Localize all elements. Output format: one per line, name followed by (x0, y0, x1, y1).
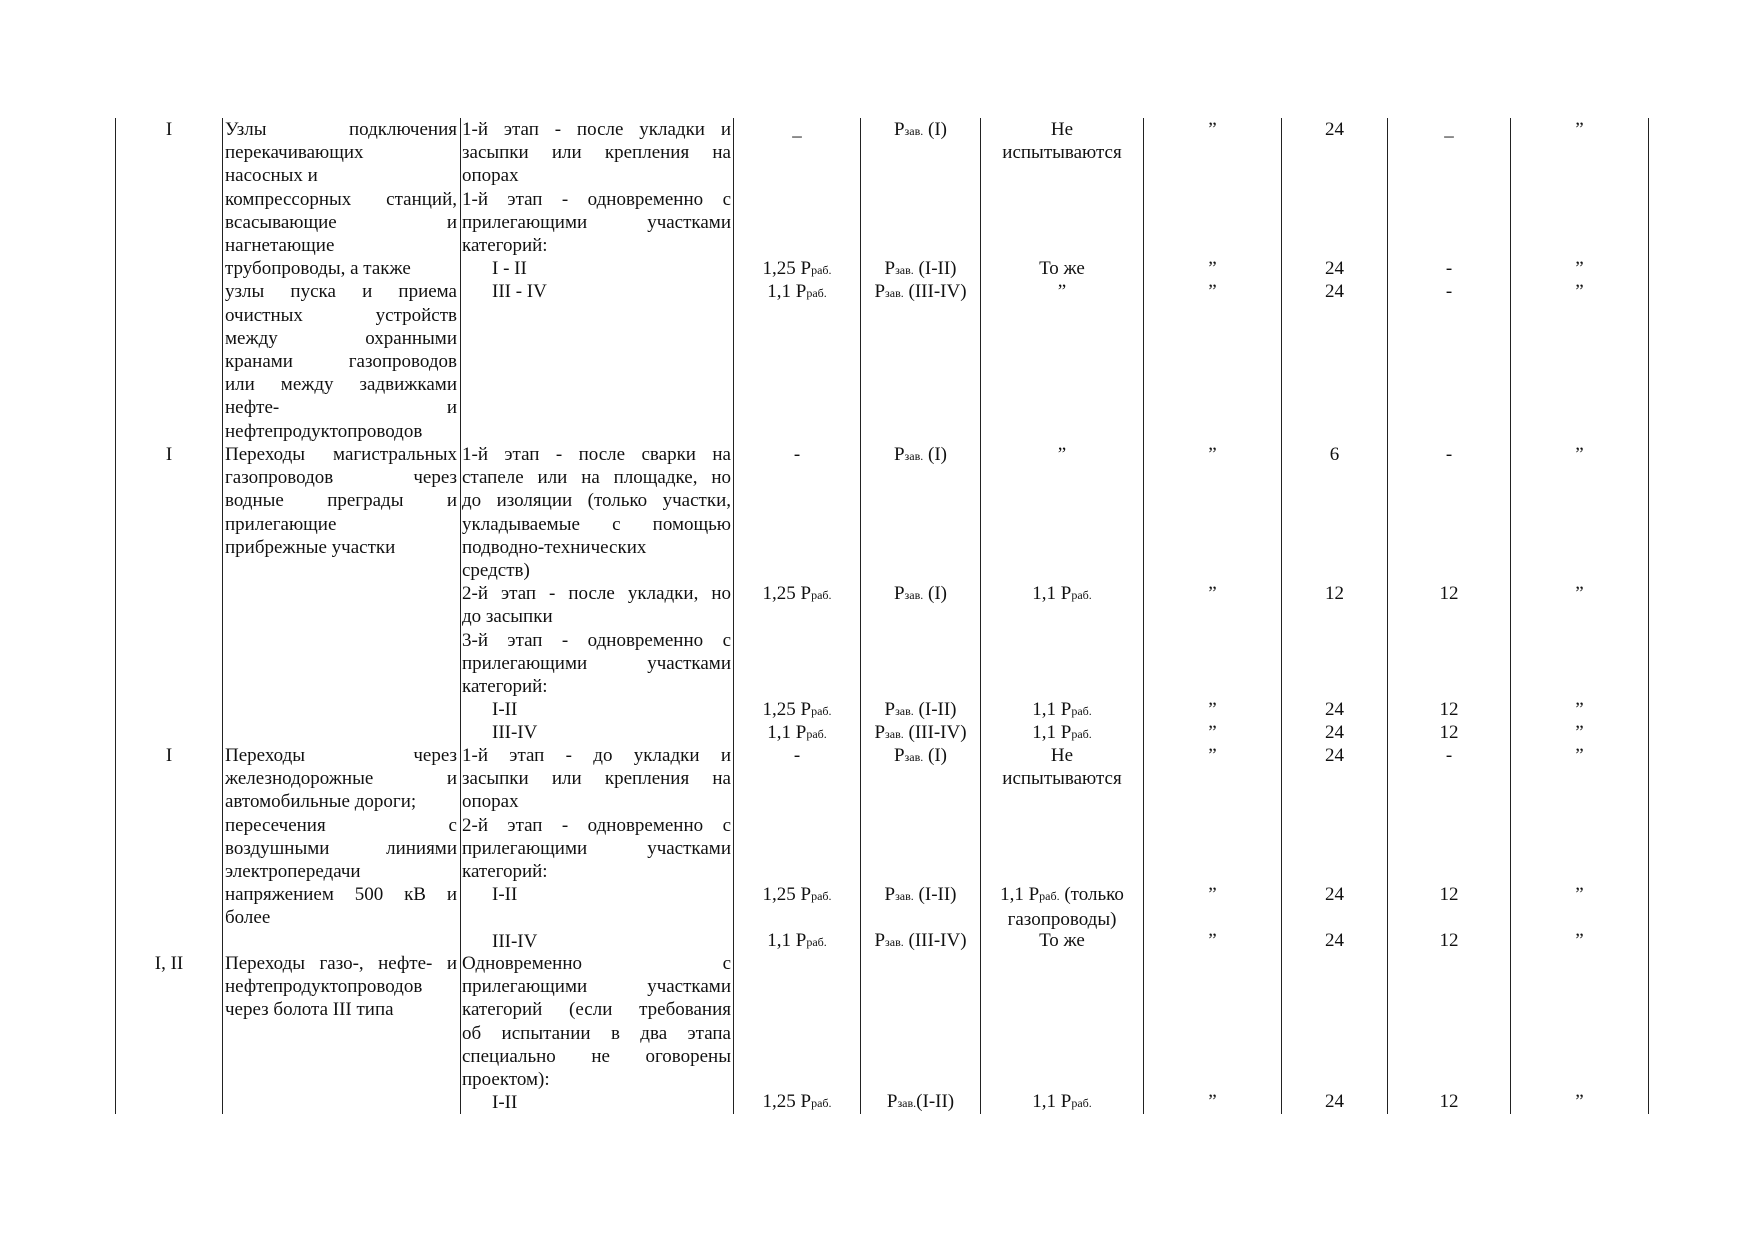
value-cell: ” (1208, 930, 1217, 951)
duration-cell: 24 (1325, 722, 1344, 743)
duration-cell: - (1445, 745, 1453, 766)
value-cell: ” (1208, 444, 1217, 465)
table-rule (115, 118, 116, 1114)
table-rule (980, 118, 981, 1114)
category-cell: I (165, 119, 173, 140)
category-cell: I (165, 745, 173, 766)
duration-cell: 24 (1325, 745, 1344, 766)
pressure-stage3-cell: 1,1 Pраб. (только газопроводы) (1000, 884, 1124, 931)
pressure-stage1-cell: 1,25 Pраб. (762, 583, 832, 604)
stage-cell: Одновременно с прилегающими участками категорий (если требования об испытании в два этапа специально не оговорены проектом): I-II (462, 953, 731, 1114)
value-cell: ” (1208, 745, 1217, 766)
value-cell: ” (1575, 119, 1584, 140)
value-cell: ” (1208, 258, 1217, 279)
value-cell: ” (1208, 281, 1217, 302)
pressure-stage3-cell: 1,1 Pраб. (1032, 1091, 1092, 1112)
duration-cell: 24 (1325, 1091, 1344, 1112)
duration-cell: 6 (1329, 444, 1340, 465)
value-cell: ” (1575, 444, 1584, 465)
pressure-stage2-cell: Pзав. (I) (893, 444, 948, 465)
duration-cell: 12 (1439, 884, 1459, 905)
pressure-stage3-cell: ” (1057, 444, 1067, 465)
pressure-stage2-cell: Pзав. (III-IV) (874, 930, 967, 951)
pressure-stage3-cell: Не испытываются (1002, 745, 1122, 790)
object-cell: Переходы магистральных газопроводов через водные преграды и прилегающие прибрежные участки (225, 444, 457, 558)
pressure-stage2-cell: Pзав. (I-II) (884, 258, 957, 279)
duration-cell: 24 (1325, 258, 1344, 279)
pressure-stage3-cell: Не испытываются (1002, 119, 1122, 164)
pressure-stage1-cell: 1,25 Pраб. (762, 1091, 832, 1112)
object-cell: Узлы подключения перекачивающих насосных и компрессорных станций, всасывающие и нагнетающие трубопроводы, а также узлы пуска и приема очистных устройств между охранными кранами газопроводов или между задвижками нефте- и нефтепродуктопроводов (225, 119, 457, 442)
table-rule (1281, 118, 1282, 1114)
pressure-stage1-cell: 1,1 Pраб. (767, 930, 827, 951)
duration-cell: 24 (1325, 930, 1344, 951)
duration-cell: 24 (1325, 281, 1344, 302)
value-cell: ” (1208, 699, 1217, 720)
duration-cell: 12 (1325, 583, 1344, 604)
duration-cell: - (1445, 258, 1453, 279)
duration-cell: 12 (1439, 583, 1459, 604)
table-rule (1387, 118, 1388, 1114)
value-cell: ” (1208, 722, 1217, 743)
value-cell: ” (1575, 258, 1584, 279)
duration-cell: 24 (1325, 884, 1344, 905)
value-cell: ” (1575, 583, 1584, 604)
value-cell: ” (1208, 884, 1217, 905)
value-cell: ” (1208, 119, 1217, 140)
pressure-stage3-cell: 1,1 Pраб. (1032, 583, 1092, 604)
duration-cell: - (1445, 281, 1453, 302)
category-cell: I, II (154, 953, 184, 974)
pressure-stage1-cell: 1,25 Pраб. (762, 258, 832, 279)
pressure-stage1-cell: 1,25 Pраб. (762, 884, 832, 905)
duration-cell: 12 (1439, 699, 1459, 720)
duration-cell: _ (1444, 119, 1454, 140)
stage-cell: 1-й этап - до укладки и засыпки или крепления на опорах 2-й этап - одновременно с прилегающими участками категорий: I-II III-IV (462, 745, 731, 952)
value-cell: ” (1575, 930, 1584, 951)
pressure-stage2-cell: Pзав. (I-II) (884, 884, 957, 905)
duration-cell: 12 (1439, 1091, 1459, 1112)
stage-cell: 1-й этап - после укладки и засыпки или крепления на опорах 1-й этап - одновременно с прилегающими участками категорий: I - II III - IV (462, 119, 731, 303)
pressure-stage3-cell: ” (1057, 281, 1067, 302)
value-cell: ” (1208, 583, 1217, 604)
value-cell: ” (1575, 884, 1584, 905)
pressure-stage3-cell: То же (1039, 258, 1085, 279)
value-cell: ” (1575, 699, 1584, 720)
table-rule (860, 118, 861, 1114)
value-cell: ” (1575, 281, 1584, 302)
duration-cell: 24 (1325, 699, 1344, 720)
pressure-stage2-cell: Pзав. (I) (893, 119, 948, 140)
pressure-stage3-cell: 1,1 Pраб. (1032, 699, 1092, 720)
pressure-stage1-cell: 1,1 Pраб. (767, 722, 827, 743)
pressure-stage2-cell: Pзав. (I-II) (884, 699, 957, 720)
pressure-stage2-cell: Pзав. (III-IV) (874, 281, 967, 302)
value-cell: ” (1575, 722, 1584, 743)
pressure-stage2-cell: Pзав. (I) (893, 583, 948, 604)
pressure-stage3-cell: 1,1 Pраб. (1032, 722, 1092, 743)
table-rule (733, 118, 734, 1114)
pressure-stage1-cell: 1,1 Pраб. (767, 281, 827, 302)
table-rule (460, 118, 461, 1114)
category-cell: I (165, 444, 173, 465)
pressure-stage1-cell: 1,25 Pраб. (762, 699, 832, 720)
duration-cell: 12 (1439, 722, 1459, 743)
table-rule (1648, 118, 1649, 1114)
pressure-stage3-cell: То же (1039, 930, 1085, 951)
value-cell: ” (1575, 745, 1584, 766)
stage-cell: 1-й этап - после сварки на стапеле или на площадке, но до изоляции (только участки, укладываемые с помощью подводно-технических средств) 2-й этап - после укладки, но до засыпки 3-й этап - одновременно с прилегающими участками категорий: I-II III-IV (462, 444, 731, 744)
value-cell: ” (1208, 1091, 1217, 1112)
pressure-stage1-cell: - (793, 444, 801, 465)
pressure-stage1-cell: - (793, 745, 801, 766)
pressure-stage2-cell: Pзав.(I-II) (886, 1091, 955, 1112)
table-rule (1510, 118, 1511, 1114)
object-cell: Переходы газо-, нефте- и нефтепродуктопроводов через болота III типа (225, 953, 457, 1021)
duration-cell: 12 (1439, 930, 1459, 951)
table-rule (222, 118, 223, 1114)
pressure-stage2-cell: Pзав. (I) (893, 745, 948, 766)
value-cell: ” (1575, 1091, 1584, 1112)
object-cell: Переходы через железнодорожные и автомобильные дороги; пересечения с воздушными линиями электропередачи напряжением 500 кВ и более (225, 745, 457, 929)
duration-cell: - (1445, 444, 1453, 465)
duration-cell: 24 (1325, 119, 1344, 140)
table-rule (1143, 118, 1144, 1114)
pressure-stage1-cell: _ (792, 119, 802, 140)
pressure-stage2-cell: Pзав. (III-IV) (874, 722, 967, 743)
